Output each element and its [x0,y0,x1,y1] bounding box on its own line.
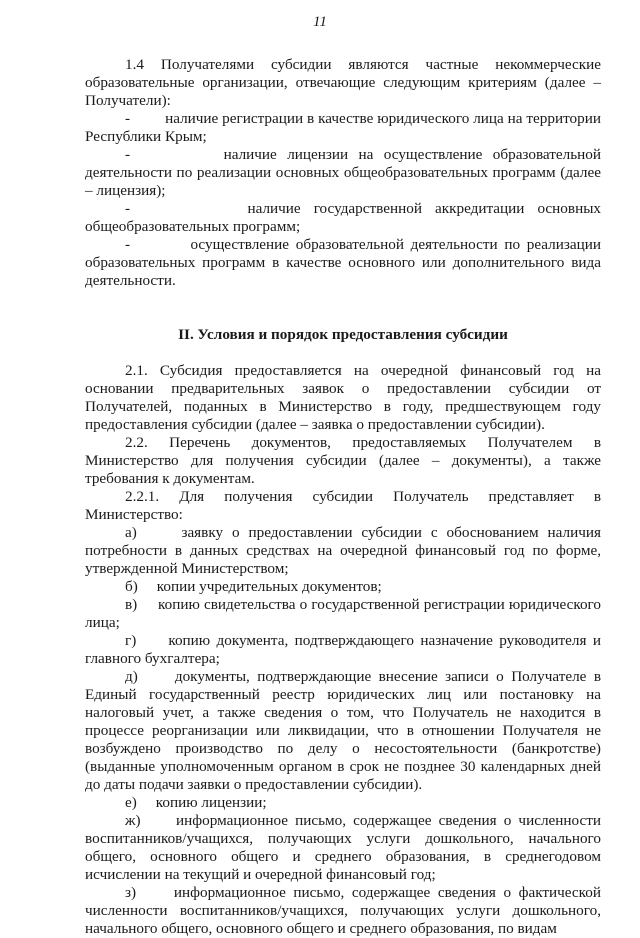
list-item-a: а) заявку о предоставлении субсидии с обоснованием наличия потребности в данных средствах на очередной финансовый год по форме, утвержденной Министерством; [85,524,601,577]
criterion-license: - наличие лицензии на осуществление образовательной деятельности по реализации основных общеобразовательных программ (далее – лицензия); [85,146,601,199]
list-item-d: д) документы, подтверждающие внесение записи о Получателе в Единый государственный реестр юридических лиц или постановку на налоговый учет, а также сведения о том, что Получатель не находится в процессе реорганизации или ликвидации, что в отношении Получателя не возбуждено производство по делу о несостоятельности (банкротстве) (выданные уполномоченным органом в срок не позднее 30 календарных дней до даты подачи заявки о предоставлении субсидии). [85,668,601,793]
paragraph-2-2-1: 2.2.1. Для получения субсидии Получатель представляет в Министерство: [85,488,601,523]
page-number: 11 [313,14,327,30]
document-body [85,56,601,938]
paragraph-1-4: 1.4 Получателями субсидии являются частные некоммерческие образовательные организации, отвечающие следующим критериям (далее – Получатели): [85,56,601,109]
list-item-zh: ж) информационное письмо, содержащее сведения о численности воспитанников/учащихся, получающих услуги дошкольного, начального общего, основного общего и среднего образования, в среднегодовом исчислении на текущий и очередной финансовый год; [85,812,601,883]
criterion-registration: - наличие регистрации в качестве юридического лица на территории Республики Крым; [85,110,601,145]
list-item-v: в) копию свидетельства о государственной регистрации юридического лица; [85,596,601,631]
list-item-b: б) копии учредительных документов; [125,578,382,595]
list-item-e: е) копию лицензии; [125,794,267,811]
list-item-z: з) информационное письмо, содержащее сведения о фактической численности воспитанников/учащихся, получающих услуги дошкольного, начального общего, основного общего и среднего образования, по видам [85,884,601,937]
paragraph-2-2: 2.2. Перечень документов, предоставляемых Получателем в Министерство для получения субсидии (далее – документы), а также требования к документам. [85,434,601,487]
paragraph-2-1: 2.1. Субсидия предоставляется на очередной финансовый год на основании предварительных заявок о предоставлении субсидии от Получателей, поданных в Министерство в году, предшествующем году предоставления субсидии (далее – заявка о предоставлении субсидии). [85,362,601,433]
criterion-accreditation: - наличие государственной аккредитации основных общеобразовательных программ; [85,200,601,235]
spacer [85,290,601,300]
criterion-activity: - осуществление образовательной деятельности по реализации образовательных программ в качестве основного или дополнительного вида деятельности. [85,236,601,289]
list-item-g: г) копию документа, подтверждающего назначение руководителя и главного бухгалтера; [85,632,601,667]
section-2-title: II. Условия и порядок предоставления субсидии [178,326,508,343]
